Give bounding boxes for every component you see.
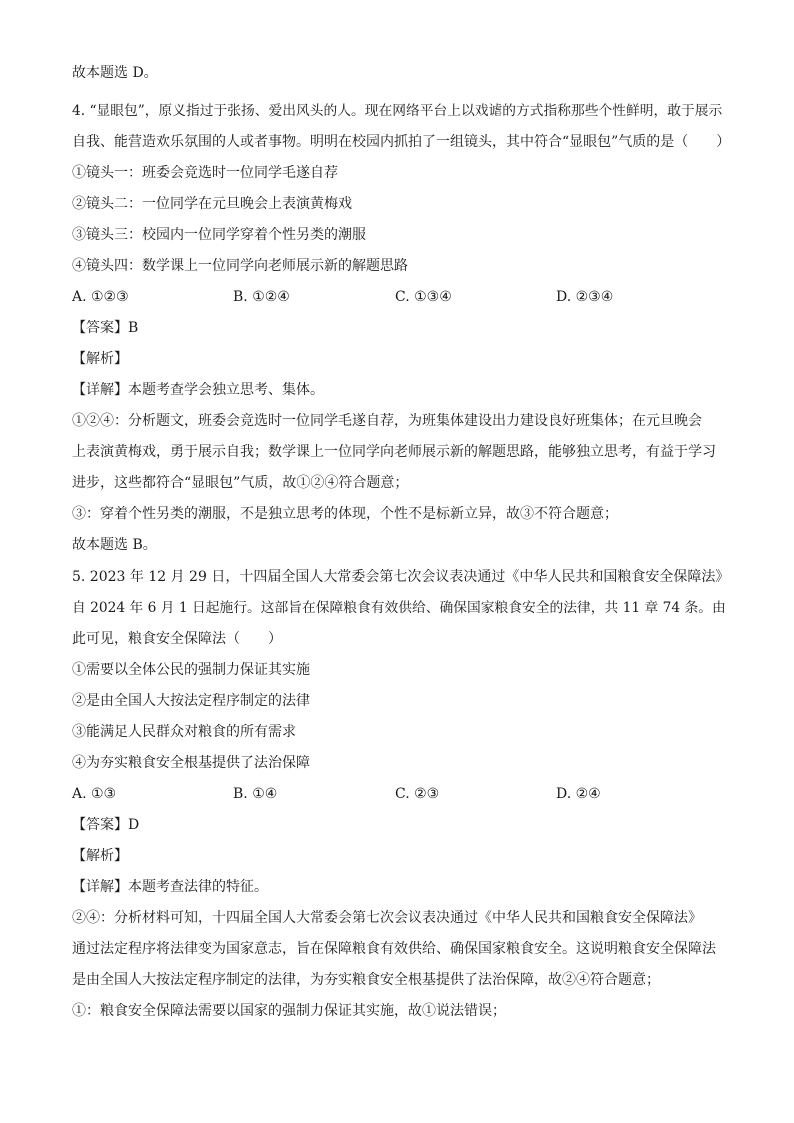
q5-option-a: A. ①③ [72, 786, 117, 802]
q5-item-4: ④为夯实粮食安全根基提供了法治保障 [72, 755, 310, 771]
q4-stem-line2: 自我、能营造欢乐氛围的人或者事物。明明在校园内抓拍了一组镜头，其中符合“显眼包”气质的是（ ） [72, 134, 731, 150]
q5-answer: 【答案】D [72, 817, 140, 833]
q5-item-1: ①需要以全体公民的强制力保证其实施 [72, 662, 310, 678]
q4-detail-line2: 上表演黄梅戏，勇于展示自我；数学课上一位同学向老师展示新的解题思路，能够独立思考，有益于学习 [72, 444, 716, 460]
q5-detail-line1: ②④：分析材料可知，十四届全国人大常委会第七次会议表决通过《中华人民共和国粮食安全保障法》 [72, 910, 702, 926]
q5-stem-line1: 5. 2023 年 12 月 29 日，十四届全国人大常委会第七次会议表决通过《中华人民共和国粮食安全保障法》 [72, 569, 730, 585]
q4-option-c: C. ①③④ [395, 289, 452, 305]
q4-option-d: D. ②③④ [556, 289, 614, 305]
q5-options [72, 779, 732, 810]
prev-conclusion: 故本题选 D。 [72, 65, 158, 81]
q5-item-3: ③能满足人民群众对粮食的所有需求 [72, 724, 296, 740]
q4-detail-line4: ③：穿着个性另类的潮服，不是独立思考的体现，个性不是标新立异，故③不符合题意； [72, 506, 618, 522]
q4-conclusion: 故本题选 B。 [72, 537, 157, 553]
q5-detail-heading: 【详解】本题考查法律的特征。 [72, 879, 268, 895]
q4-option-b: B. ①②④ [233, 289, 290, 305]
q5-option-c: C. ②③ [395, 786, 440, 802]
q4-stem-line1: 4. “显眼包”，原义指过于张扬、爱出风头的人。现在网络平台上以戏谑的方式指称那些个性鲜明，敢于展示 [72, 103, 723, 119]
q4-detail-heading: 【详解】本题考查学会独立思考、集体。 [72, 382, 324, 398]
q5-analysis-heading: 【解析】 [72, 848, 128, 864]
q5-detail-line2: 通过法定程序将法律变为国家意志，旨在保障粮食有效供给、确保国家粮食安全。这说明粮食安全保障法 [72, 941, 716, 957]
q4-answer: 【答案】B [72, 320, 139, 336]
q4-item-4: ④镜头四：数学课上一位同学向老师展示新的解题思路 [72, 258, 408, 274]
q4-item-2: ②镜头二：一位同学在元旦晚会上表演黄梅戏 [72, 196, 352, 212]
q4-option-a: A. ①②③ [72, 289, 129, 305]
q5-option-d: D. ②④ [556, 786, 601, 802]
q4-detail-line1: ①②④：分析题文，班委会竞选时一位同学毛遂自荐，为班集体建设出力建设良好班集体；在元旦晚会 [72, 413, 702, 429]
q5-option-b: B. ①④ [233, 786, 278, 802]
q4-detail-line3: 进步，这些都符合“显眼包”气质，故①②④符合题意； [72, 475, 409, 491]
q5-stem-line3: 此可见，粮食安全保障法（ ） [72, 631, 282, 647]
q5-detail-line3: 是由全国人大按法定程序制定的法律，为夯实粮食安全根基提供了法治保障，故②④符合题意； [72, 972, 660, 988]
q4-item-3: ③镜头三：校园内一位同学穿着个性另类的潮服 [72, 227, 366, 243]
q4-options [72, 282, 732, 313]
q5-detail-line4: ①：粮食安全保障法需要以国家的强制力保证其实施，故①说法错误； [72, 1003, 506, 1019]
q4-item-1: ①镜头一：班委会竞选时一位同学毛遂自荐 [72, 165, 338, 181]
q5-item-2: ②是由全国人大按法定程序制定的法律 [72, 693, 310, 709]
q5-stem-line2: 自 2024 年 6 月 1 日起施行。这部旨在保障粮食有效供给、确保国家粮食安全的法律，共 11 章 74 条。由 [72, 600, 726, 616]
q4-analysis-heading: 【解析】 [72, 351, 128, 367]
